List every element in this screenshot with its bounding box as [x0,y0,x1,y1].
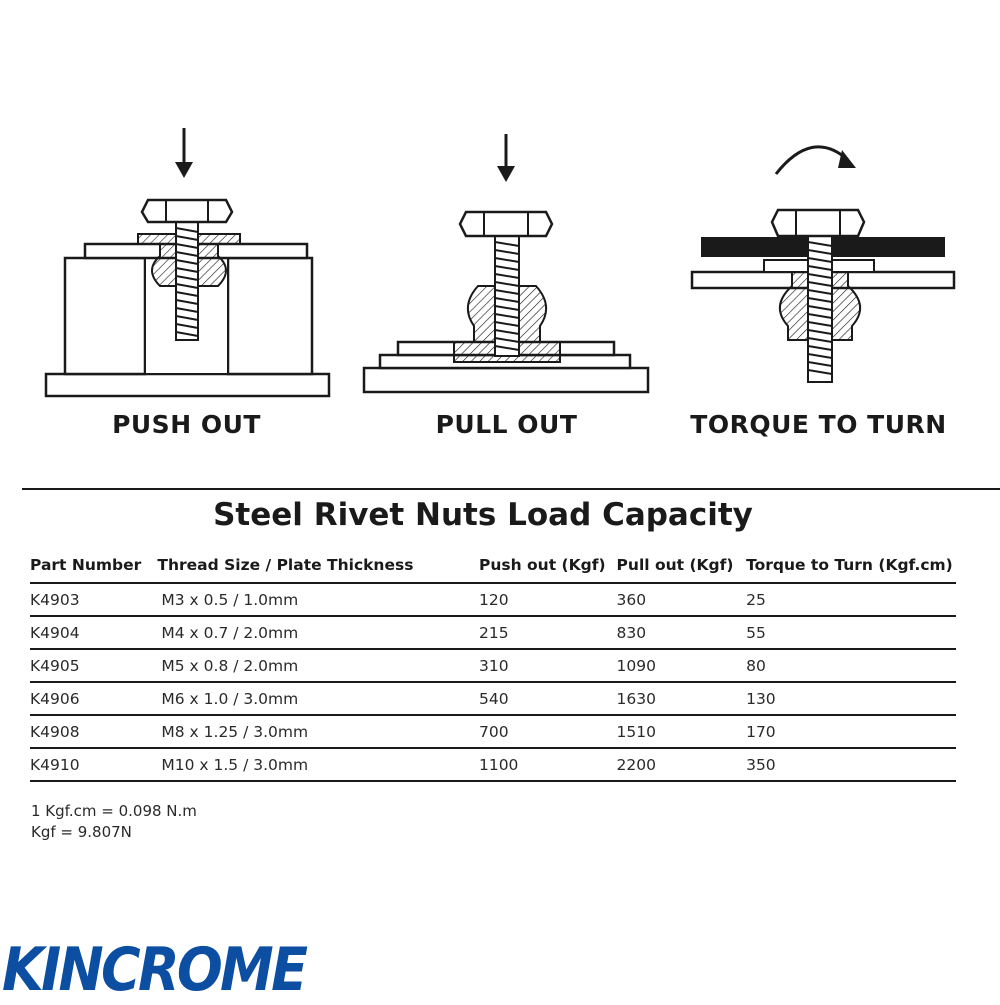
table-row [30,682,956,715]
cell-pull-out: 1630 [617,682,747,715]
pull-out-diagram [340,0,673,439]
header-thread-size: Thread Size / Plate Thickness [157,548,479,583]
cell-thread-size: M10 x 1.5 / 3.0mm [157,748,479,781]
table-row [30,583,956,616]
cell-thread-size: M3 x 0.5 / 1.0mm [157,583,479,616]
section-divider [22,488,1000,490]
pull-out-illustration [340,0,673,400]
torque-diagram [652,0,985,439]
table-row [30,748,956,781]
cell-pull-out: 360 [617,583,747,616]
cell-part-number: K4906 [30,682,157,715]
header-push-out: Push out (Kgf) [479,548,617,583]
note-kgf: Kgf = 9.807N [31,823,132,841]
cell-torque: 25 [746,583,956,616]
table-header-row [30,548,956,583]
down-arrow-icon [175,128,193,178]
cell-push-out: 120 [479,583,617,616]
cell-thread-size: M5 x 0.8 / 2.0mm [157,649,479,682]
push-out-diagram [20,0,353,439]
cell-push-out: 1100 [479,748,617,781]
header-torque: Torque to Turn (Kgf.cm) [746,548,956,583]
table-row [30,616,956,649]
cell-part-number: K4903 [30,583,157,616]
cell-part-number: K4910 [30,748,157,781]
cell-pull-out: 1510 [617,715,747,748]
load-capacity-table [30,548,956,782]
cell-thread-size: M8 x 1.25 / 3.0mm [157,715,479,748]
unit-notes [31,801,197,843]
table-row [30,715,956,748]
cell-pull-out: 1090 [617,649,747,682]
torque-illustration [652,0,985,400]
note-kgf-cm: 1 Kgf.cm = 0.098 N.m [31,802,197,820]
cell-torque: 130 [746,682,956,715]
curved-arrow-icon [776,147,856,174]
cell-push-out: 215 [479,616,617,649]
torque-label: TORQUE TO TURN [690,410,947,439]
cell-thread-size: M4 x 0.7 / 2.0mm [157,616,479,649]
table-title: Steel Rivet Nuts Load Capacity [213,497,753,533]
cell-part-number: K4908 [30,715,157,748]
cell-torque: 170 [746,715,956,748]
cell-pull-out: 2200 [617,748,747,781]
cell-thread-size: M6 x 1.0 / 3.0mm [157,682,479,715]
cell-push-out: 700 [479,715,617,748]
header-part-number: Part Number [30,548,157,583]
cell-torque: 350 [746,748,956,781]
cell-part-number: K4905 [30,649,157,682]
header-pull-out: Pull out (Kgf) [617,548,747,583]
pull-out-label: PULL OUT [435,410,578,439]
cell-torque: 80 [746,649,956,682]
cell-push-out: 540 [479,682,617,715]
cell-torque: 55 [746,616,956,649]
cell-part-number: K4904 [30,616,157,649]
cell-pull-out: 830 [617,616,747,649]
brand-logo: KINCROME [2,935,306,1005]
table-row [30,649,956,682]
down-arrow-icon [497,134,515,182]
cell-push-out: 310 [479,649,617,682]
push-out-label: PUSH OUT [112,410,261,439]
push-out-illustration [20,0,353,400]
